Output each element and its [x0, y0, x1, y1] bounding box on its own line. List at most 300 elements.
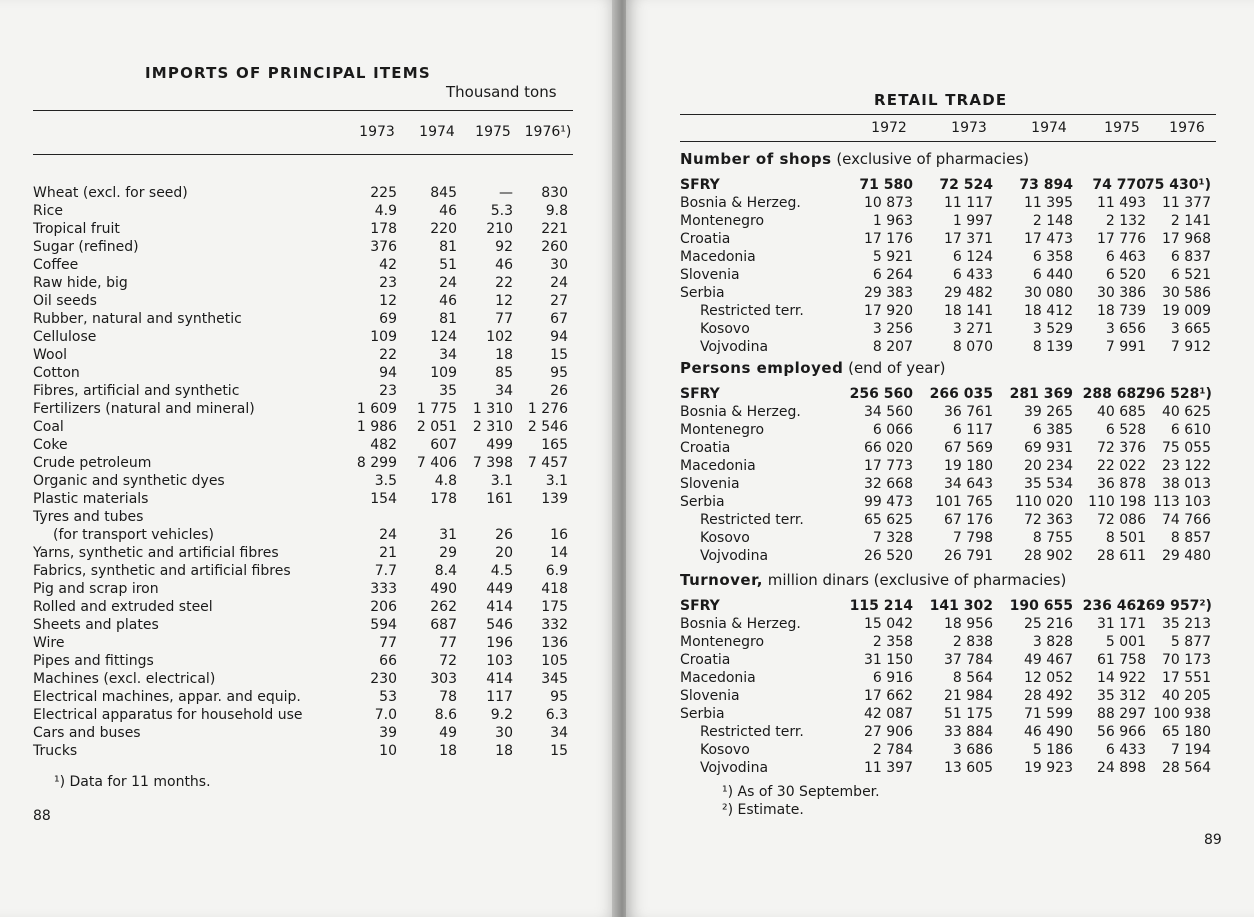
cell-value: 7 194 — [1170, 742, 1211, 758]
cell-value: 3 256 — [872, 321, 913, 337]
cell-value: 35 534 — [1024, 476, 1073, 492]
right-year-header — [626, 120, 1254, 138]
cell-value: 6.3 — [545, 707, 568, 723]
cell-value: 139 — [541, 491, 568, 507]
row-label: Oil seeds — [33, 293, 97, 309]
cell-value: 8 070 — [952, 339, 993, 355]
cell-value: 105 — [541, 653, 568, 669]
cell-value: 30 — [550, 257, 568, 273]
row-label: Macedonia — [680, 670, 756, 686]
cell-value: 74 766 — [1162, 512, 1211, 528]
cell-value: 256 560 — [849, 386, 913, 402]
cell-value: 6 066 — [872, 422, 913, 438]
cell-value: 136 — [541, 635, 568, 651]
cell-value: 40 625 — [1162, 404, 1211, 420]
cell-value: 51 — [439, 257, 457, 273]
cell-value: 22 022 — [1097, 458, 1146, 474]
section-title: Turnover, — [680, 571, 763, 589]
table-row — [33, 742, 573, 760]
table-row — [33, 634, 573, 652]
cell-value: 2 051 — [416, 419, 457, 435]
cell-value: 67 — [550, 311, 568, 327]
row-label: Sugar (refined) — [33, 239, 139, 255]
cell-value: 24 898 — [1097, 760, 1146, 776]
cell-value: 11 493 — [1097, 195, 1146, 211]
row-label: Rubber, natural and synthetic — [33, 311, 242, 327]
cell-value: 3 529 — [1032, 321, 1073, 337]
cell-value: 29 383 — [864, 285, 913, 301]
cell-value: 7.0 — [374, 707, 397, 723]
cell-value: 67 176 — [944, 512, 993, 528]
cell-value: 103 — [486, 653, 513, 669]
year-col-3: 1976¹) — [524, 124, 572, 140]
section-note: (exclusive of pharmacies) — [836, 150, 1029, 168]
table-row — [680, 176, 1220, 194]
section-table — [680, 385, 1220, 565]
table-row — [33, 238, 573, 256]
cell-value: 20 234 — [1024, 458, 1073, 474]
table-row — [680, 403, 1220, 421]
cell-value: 1 276 — [527, 401, 568, 417]
table-row — [33, 346, 573, 364]
cell-value: 29 480 — [1162, 548, 1211, 564]
cell-value: 72 524 — [939, 177, 993, 193]
cell-value: 27 906 — [864, 724, 913, 740]
cell-value: 6 117 — [952, 422, 993, 438]
table-row — [680, 529, 1220, 547]
page-number-right: 89 — [1204, 832, 1222, 848]
cell-value: 165 — [541, 437, 568, 453]
table-row — [33, 688, 573, 706]
row-label: Pig and scrap iron — [33, 581, 159, 597]
section-note: (end of year) — [848, 359, 946, 377]
cell-value: 17 968 — [1162, 231, 1211, 247]
cell-value: 69 — [379, 311, 397, 327]
cell-value: 288 687 — [1082, 386, 1146, 402]
cell-value: 113 103 — [1153, 494, 1211, 510]
cell-value: 92 — [495, 239, 513, 255]
cell-value: 3 828 — [1032, 634, 1073, 650]
cell-value: 6 264 — [872, 267, 913, 283]
table-row — [33, 706, 573, 724]
cell-value: 36 761 — [944, 404, 993, 420]
table-row — [680, 230, 1220, 248]
cell-value: 17 662 — [864, 688, 913, 704]
cell-value: 8 207 — [872, 339, 913, 355]
section-table — [680, 597, 1220, 777]
table-row — [33, 220, 573, 238]
cell-value: 5 877 — [1170, 634, 1211, 650]
row-label: Rice — [33, 203, 63, 219]
section-heading — [680, 571, 1066, 589]
imports-title: IMPORTS OF PRINCIPAL ITEMS — [145, 64, 431, 82]
cell-value: 3.1 — [545, 473, 568, 489]
row-label: Slovenia — [680, 476, 740, 492]
cell-value: 26 520 — [864, 548, 913, 564]
cell-value: 6 358 — [1032, 249, 1073, 265]
row-label: Sheets and plates — [33, 617, 159, 633]
cell-value: 99 473 — [864, 494, 913, 510]
cell-value: 6 433 — [952, 267, 993, 283]
cell-value: 269 957²) — [1136, 598, 1212, 614]
row-label: (for transport vehicles) — [53, 527, 214, 543]
row-label: Cotton — [33, 365, 80, 381]
cell-value: 414 — [486, 599, 513, 615]
cell-value: 2 838 — [952, 634, 993, 650]
cell-value: 17 473 — [1024, 231, 1073, 247]
cell-value: 6 528 — [1105, 422, 1146, 438]
cell-value: 15 — [550, 347, 568, 363]
row-label: Cars and buses — [33, 725, 141, 741]
table-row — [680, 338, 1220, 356]
cell-value: 17 773 — [864, 458, 913, 474]
cell-value: 75 055 — [1162, 440, 1211, 456]
table-row — [680, 741, 1220, 759]
cell-value: 206 — [370, 599, 397, 615]
cell-value: 95 — [550, 689, 568, 705]
row-label: Raw hide, big — [33, 275, 128, 291]
table-row — [33, 256, 573, 274]
cell-value: 31 — [439, 527, 457, 543]
row-label: Rolled and extruded steel — [33, 599, 213, 615]
table-row — [680, 248, 1220, 266]
cell-value: 23 — [379, 383, 397, 399]
cell-value: 71 580 — [859, 177, 913, 193]
cell-value: 95 — [550, 365, 568, 381]
cell-value: 19 180 — [944, 458, 993, 474]
table-row — [33, 328, 573, 346]
cell-value: 34 — [495, 383, 513, 399]
cell-value: 303 — [430, 671, 457, 687]
row-label: SFRY — [680, 177, 720, 193]
cell-value: 3 656 — [1105, 321, 1146, 337]
cell-value: 266 035 — [929, 386, 993, 402]
cell-value: 2 784 — [872, 742, 913, 758]
cell-value: 296 528¹) — [1136, 386, 1212, 402]
cell-value: 345 — [541, 671, 568, 687]
row-label: Wool — [33, 347, 68, 363]
cell-value: 17 176 — [864, 231, 913, 247]
row-label: Pipes and fittings — [33, 653, 154, 669]
cell-value: 22 — [495, 275, 513, 291]
cell-value: 72 376 — [1097, 440, 1146, 456]
left-page — [0, 0, 618, 917]
table-row — [33, 184, 573, 202]
cell-value: 18 141 — [944, 303, 993, 319]
cell-value: 262 — [430, 599, 457, 615]
cell-value: 8 501 — [1105, 530, 1146, 546]
cell-value: 35 213 — [1162, 616, 1211, 632]
row-label: Restricted terr. — [700, 512, 804, 528]
cell-value: 196 — [486, 635, 513, 651]
section-title: Number of shops — [680, 150, 832, 168]
cell-value: 85 — [495, 365, 513, 381]
cell-value: 414 — [486, 671, 513, 687]
row-label: Bosnia & Herzeg. — [680, 404, 801, 420]
row-label: Electrical apparatus for household use — [33, 707, 303, 723]
row-label: Croatia — [680, 652, 731, 668]
row-label: Coke — [33, 437, 68, 453]
cell-value: 546 — [486, 617, 513, 633]
cell-value: 7 328 — [872, 530, 913, 546]
cell-value: 1 963 — [872, 213, 913, 229]
row-label: Vojvodina — [700, 760, 769, 776]
cell-value: 38 013 — [1162, 476, 1211, 492]
year-col-0: 1972 — [871, 120, 907, 136]
cell-value: 101 765 — [935, 494, 993, 510]
table-row — [680, 705, 1220, 723]
cell-value: 17 920 — [864, 303, 913, 319]
table-row — [33, 310, 573, 328]
cell-value: 18 — [495, 743, 513, 759]
cell-value: 30 — [495, 725, 513, 741]
cell-value: 19 009 — [1162, 303, 1211, 319]
table-row — [33, 580, 573, 598]
cell-value: 46 490 — [1024, 724, 1073, 740]
cell-value: 7.7 — [374, 563, 397, 579]
cell-value: — — [499, 185, 513, 201]
cell-value: 225 — [370, 185, 397, 201]
cell-value: 178 — [430, 491, 457, 507]
cell-value: 11 395 — [1024, 195, 1073, 211]
row-label: Serbia — [680, 285, 725, 301]
cell-value: 8.4 — [434, 563, 457, 579]
cell-value: 28 902 — [1024, 548, 1073, 564]
cell-value: 4.9 — [374, 203, 397, 219]
cell-value: 11 397 — [864, 760, 913, 776]
cell-value: 24 — [550, 275, 568, 291]
right-page — [626, 0, 1254, 917]
year-col-3: 1975 — [1104, 120, 1140, 136]
row-label: Slovenia — [680, 267, 740, 283]
cell-value: 115 214 — [849, 598, 913, 614]
cell-value: 18 — [439, 743, 457, 759]
cell-value: 12 — [495, 293, 513, 309]
table-row — [680, 669, 1220, 687]
table-row — [680, 475, 1220, 493]
cell-value: 7 991 — [1105, 339, 1146, 355]
cell-value: 7 912 — [1170, 339, 1211, 355]
cell-value: 78 — [439, 689, 457, 705]
cell-value: 34 — [439, 347, 457, 363]
cell-value: 220 — [430, 221, 457, 237]
cell-value: 9.8 — [545, 203, 568, 219]
cell-value: 34 643 — [944, 476, 993, 492]
row-label: Fibres, artificial and synthetic — [33, 383, 240, 399]
cell-value: 30 080 — [1024, 285, 1073, 301]
row-label: Serbia — [680, 706, 725, 722]
section-table — [680, 176, 1220, 356]
cell-value: 46 — [495, 257, 513, 273]
cell-value: 4.5 — [490, 563, 513, 579]
row-label: SFRY — [680, 598, 720, 614]
cell-value: 1 609 — [356, 401, 397, 417]
cell-value: 830 — [541, 185, 568, 201]
cell-value: 25 216 — [1024, 616, 1073, 632]
cell-value: 27 — [550, 293, 568, 309]
row-label: Macedonia — [680, 249, 756, 265]
cell-value: 6 520 — [1105, 267, 1146, 283]
cell-value: 2 546 — [527, 419, 568, 435]
table-row — [33, 292, 573, 310]
cell-value: 32 668 — [864, 476, 913, 492]
cell-value: 4.8 — [434, 473, 457, 489]
section-heading — [680, 150, 1029, 168]
table-row — [33, 382, 573, 400]
cell-value: 26 791 — [944, 548, 993, 564]
cell-value: 22 — [379, 347, 397, 363]
table-row — [680, 266, 1220, 284]
cell-value: 236 461 — [1082, 598, 1146, 614]
top-rule — [33, 110, 573, 111]
table-row — [33, 652, 573, 670]
row-label: Cellulose — [33, 329, 97, 345]
cell-value: 102 — [486, 329, 513, 345]
table-row — [33, 724, 573, 742]
cell-value: 30 386 — [1097, 285, 1146, 301]
cell-value: 35 312 — [1097, 688, 1146, 704]
cell-value: 6 385 — [1032, 422, 1073, 438]
cell-value: 67 569 — [944, 440, 993, 456]
table-row — [33, 400, 573, 418]
cell-value: 21 984 — [944, 688, 993, 704]
table-row — [680, 302, 1220, 320]
cell-value: 8.6 — [434, 707, 457, 723]
table-row — [680, 194, 1220, 212]
cell-value: 77 — [439, 635, 457, 651]
retail-title: RETAIL TRADE — [874, 91, 1008, 109]
row-label: Montenegro — [680, 422, 765, 438]
cell-value: 75 430¹) — [1144, 177, 1211, 193]
cell-value: 3 665 — [1170, 321, 1211, 337]
cell-value: 221 — [541, 221, 568, 237]
cell-value: 72 — [439, 653, 457, 669]
row-label: Macedonia — [680, 458, 756, 474]
table-row — [33, 472, 573, 490]
cell-value: 230 — [370, 671, 397, 687]
cell-value: 81 — [439, 239, 457, 255]
cell-value: 15 042 — [864, 616, 913, 632]
table-row — [680, 320, 1220, 338]
cell-value: 178 — [370, 221, 397, 237]
cell-value: 175 — [541, 599, 568, 615]
cell-value: 49 467 — [1024, 652, 1073, 668]
cell-value: 39 — [379, 725, 397, 741]
year-col-0: 1973 — [359, 124, 395, 140]
cell-value: 49 — [439, 725, 457, 741]
cell-value: 1 986 — [356, 419, 397, 435]
cell-value: 24 — [439, 275, 457, 291]
row-label: Montenegro — [680, 213, 765, 229]
cell-value: 18 412 — [1024, 303, 1073, 319]
cell-value: 6 521 — [1170, 267, 1211, 283]
cell-value: 24 — [379, 527, 397, 543]
table-row — [680, 284, 1220, 302]
table-row — [33, 436, 573, 454]
cell-value: 8 299 — [356, 455, 397, 471]
cell-value: 6.9 — [545, 563, 568, 579]
cell-value: 88 297 — [1097, 706, 1146, 722]
table-row — [33, 490, 573, 508]
cell-value: 42 087 — [864, 706, 913, 722]
table-row — [680, 687, 1220, 705]
row-label: Restricted terr. — [700, 724, 804, 740]
cell-value: 124 — [430, 329, 457, 345]
cell-value: 40 205 — [1162, 688, 1211, 704]
table-row — [680, 723, 1220, 741]
cell-value: 449 — [486, 581, 513, 597]
row-label: Coffee — [33, 257, 79, 273]
row-label: Kosovo — [700, 530, 750, 546]
cell-value: 33 884 — [944, 724, 993, 740]
cell-value: 65 625 — [864, 512, 913, 528]
cell-value: 109 — [370, 329, 397, 345]
row-label: Bosnia & Herzeg. — [680, 195, 801, 211]
cell-value: 11 117 — [944, 195, 993, 211]
header-rule — [33, 154, 573, 155]
cell-value: 17 371 — [944, 231, 993, 247]
cell-value: 418 — [541, 581, 568, 597]
row-label: Serbia — [680, 494, 725, 510]
cell-value: 13 605 — [944, 760, 993, 776]
row-label: Kosovo — [700, 742, 750, 758]
cell-value: 14 922 — [1097, 670, 1146, 686]
cell-value: 190 655 — [1009, 598, 1073, 614]
cell-value: 53 — [379, 689, 397, 705]
cell-value: 23 122 — [1162, 458, 1211, 474]
row-label: Fabrics, synthetic and artificial fibres — [33, 563, 291, 579]
cell-value: 2 148 — [1032, 213, 1073, 229]
cell-value: 6 463 — [1105, 249, 1146, 265]
table-row — [680, 615, 1220, 633]
cell-value: 7 406 — [416, 455, 457, 471]
cell-value: 5 186 — [1032, 742, 1073, 758]
year-col-4: 1976 — [1169, 120, 1205, 136]
cell-value: 26 — [550, 383, 568, 399]
cell-value: 17 776 — [1097, 231, 1146, 247]
cell-value: 37 784 — [944, 652, 993, 668]
row-label: Croatia — [680, 440, 731, 456]
cell-value: 70 173 — [1162, 652, 1211, 668]
cell-value: 594 — [370, 617, 397, 633]
cell-value: 42 — [379, 257, 397, 273]
row-label: Restricted terr. — [700, 303, 804, 319]
table-row — [680, 633, 1220, 651]
table-row — [680, 547, 1220, 565]
cell-value: 281 369 — [1009, 386, 1073, 402]
cell-value: 6 837 — [1170, 249, 1211, 265]
table-row — [33, 508, 573, 526]
row-label: Kosovo — [700, 321, 750, 337]
cell-value: 69 931 — [1024, 440, 1073, 456]
cell-value: 109 — [430, 365, 457, 381]
cell-value: 28 611 — [1097, 548, 1146, 564]
row-label: Vojvodina — [700, 548, 769, 564]
table-row — [33, 202, 573, 220]
cell-value: 3.5 — [374, 473, 397, 489]
cell-value: 35 — [439, 383, 457, 399]
cell-value: 81 — [439, 311, 457, 327]
cell-value: 46 — [439, 203, 457, 219]
cell-value: 5.3 — [490, 203, 513, 219]
cell-value: 15 — [550, 743, 568, 759]
cell-value: 31 150 — [864, 652, 913, 668]
row-label: Vojvodina — [700, 339, 769, 355]
year-col-1: 1973 — [951, 120, 987, 136]
cell-value: 19 923 — [1024, 760, 1073, 776]
table-row — [33, 670, 573, 688]
cell-value: 18 956 — [944, 616, 993, 632]
